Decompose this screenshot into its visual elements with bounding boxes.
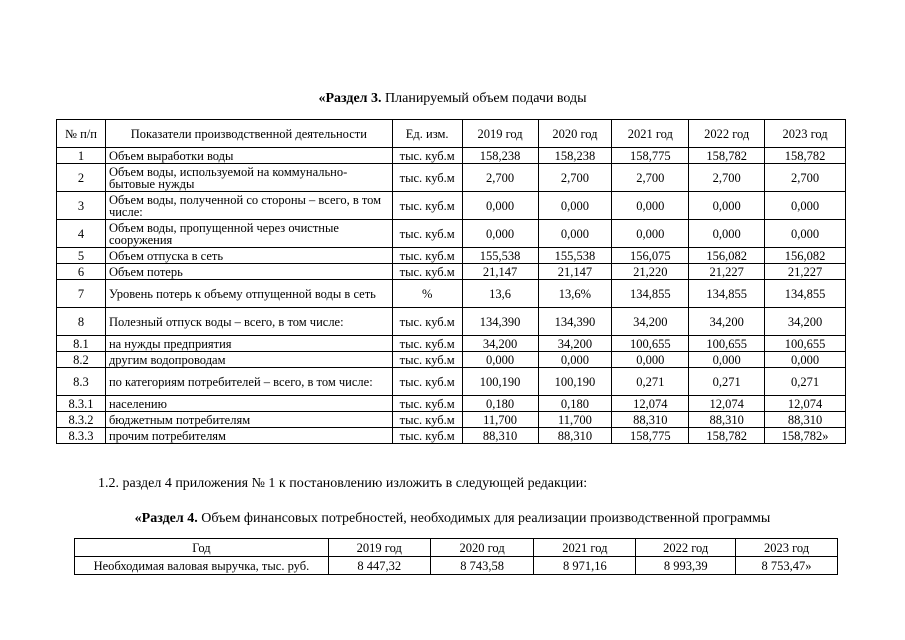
- table-row: [57, 412, 846, 428]
- value-cell: 0,000: [538, 352, 612, 368]
- value-cell: 0,000: [612, 352, 689, 368]
- value-cell: 0,000: [462, 220, 538, 248]
- value-cell: 34,200: [765, 308, 846, 336]
- table-row: [57, 220, 846, 248]
- column-header: 2019 год: [328, 539, 430, 557]
- row-number: 7: [57, 280, 106, 308]
- paragraph-1-2: 1.2. раздел 4 приложения № 1 к постановлению изложить в следующей редакции:: [98, 476, 588, 491]
- table-row: [57, 396, 846, 412]
- unit-cell: тыс. куб.м: [392, 412, 462, 428]
- value-cell: 88,310: [689, 412, 765, 428]
- indicator-name: Объем воды, используемой на коммунально-бытовые нужды: [105, 164, 392, 192]
- column-header: 2020 год: [538, 120, 612, 148]
- value-cell: 155,538: [538, 248, 612, 264]
- value-cell: 0,000: [765, 220, 846, 248]
- value-cell: 0,271: [689, 368, 765, 396]
- row-number: 4: [57, 220, 106, 248]
- value-cell: 11,700: [538, 412, 612, 428]
- section4-title-label: «Раздел 4.: [134, 511, 198, 526]
- column-header: Показатели производственной деятельности: [105, 120, 392, 148]
- value-cell: 100,190: [538, 368, 612, 396]
- value-cell: 158,782: [765, 148, 846, 164]
- column-header: 2022 год: [689, 120, 765, 148]
- value-cell: 158,775: [612, 428, 689, 444]
- value-cell: 21,220: [612, 264, 689, 280]
- row-number: 8.3.2: [57, 412, 106, 428]
- value-cell: 12,074: [765, 396, 846, 412]
- value-cell: 158,238: [462, 148, 538, 164]
- value-cell: 12,074: [612, 396, 689, 412]
- value-cell: 8 993,39: [636, 557, 736, 575]
- table-row: [57, 148, 846, 164]
- column-header: Ед. изм.: [392, 120, 462, 148]
- value-cell: 8 743,58: [430, 557, 534, 575]
- indicator-name: бюджетным потребителям: [105, 412, 392, 428]
- value-cell: 0,000: [689, 220, 765, 248]
- value-cell: 158,238: [538, 148, 612, 164]
- indicator-name: Объем воды, полученной со стороны – всего, в том числе:: [105, 192, 392, 220]
- value-cell: 88,310: [612, 412, 689, 428]
- value-cell: 21,147: [538, 264, 612, 280]
- value-cell: 2,700: [462, 164, 538, 192]
- unit-cell: тыс. куб.м: [392, 352, 462, 368]
- section3-title: [0, 91, 905, 107]
- value-cell: 2,700: [689, 164, 765, 192]
- table-row: [57, 264, 846, 280]
- value-cell: 0,000: [765, 192, 846, 220]
- value-cell: 0,000: [689, 192, 765, 220]
- value-cell: 100,655: [612, 336, 689, 352]
- row-number: 8.1: [57, 336, 106, 352]
- column-header: 2022 год: [636, 539, 736, 557]
- column-header: 2023 год: [765, 120, 846, 148]
- value-cell: 2,700: [765, 164, 846, 192]
- value-cell: 0,000: [765, 352, 846, 368]
- value-cell: 0,180: [462, 396, 538, 412]
- indicator-name: Объем потерь: [105, 264, 392, 280]
- indicator-name: Необходимая валовая выручка, тыс. руб.: [75, 557, 329, 575]
- unit-cell: тыс. куб.м: [392, 192, 462, 220]
- value-cell: 0,000: [462, 192, 538, 220]
- indicator-name: Полезный отпуск воды – всего, в том числе:: [105, 308, 392, 336]
- value-cell: 8 753,47»: [736, 557, 838, 575]
- value-cell: 155,538: [462, 248, 538, 264]
- section3-title-label: «Раздел 3.: [318, 91, 382, 106]
- row-number: 8.3.3: [57, 428, 106, 444]
- table-row: [57, 368, 846, 396]
- value-cell: 134,390: [538, 308, 612, 336]
- unit-cell: %: [392, 280, 462, 308]
- value-cell: 0,000: [689, 352, 765, 368]
- value-cell: 8 447,32: [328, 557, 430, 575]
- row-number: 3: [57, 192, 106, 220]
- value-cell: 134,390: [462, 308, 538, 336]
- row-number: 6: [57, 264, 106, 280]
- value-cell: 158,782»: [765, 428, 846, 444]
- column-header: 2021 год: [612, 120, 689, 148]
- value-cell: 0,000: [612, 192, 689, 220]
- value-cell: 156,082: [765, 248, 846, 264]
- unit-cell: тыс. куб.м: [392, 368, 462, 396]
- value-cell: 12,074: [689, 396, 765, 412]
- value-cell: 0,000: [538, 220, 612, 248]
- value-cell: 0,271: [765, 368, 846, 396]
- unit-cell: тыс. куб.м: [392, 248, 462, 264]
- unit-cell: тыс. куб.м: [392, 336, 462, 352]
- table-row: [75, 557, 838, 575]
- value-cell: 11,700: [462, 412, 538, 428]
- indicator-name: другим водопроводам: [105, 352, 392, 368]
- value-cell: 2,700: [612, 164, 689, 192]
- value-cell: 88,310: [462, 428, 538, 444]
- table-header-row: [57, 120, 846, 148]
- indicator-name: на нужды предприятия: [105, 336, 392, 352]
- value-cell: 0,000: [538, 192, 612, 220]
- value-cell: 100,655: [689, 336, 765, 352]
- value-cell: 21,147: [462, 264, 538, 280]
- section3-title-text: Планируемый объем подачи воды: [381, 91, 587, 106]
- row-number: 5: [57, 248, 106, 264]
- value-cell: 100,190: [462, 368, 538, 396]
- table-row: [57, 428, 846, 444]
- value-cell: 156,075: [612, 248, 689, 264]
- row-number: 1: [57, 148, 106, 164]
- column-header: 2023 год: [736, 539, 838, 557]
- unit-cell: тыс. куб.м: [392, 220, 462, 248]
- financial-needs-table: [74, 538, 838, 575]
- indicator-name: Уровень потерь к объему отпущенной воды в сеть: [105, 280, 392, 308]
- unit-cell: тыс. куб.м: [392, 396, 462, 412]
- column-header: 2020 год: [430, 539, 534, 557]
- unit-cell: тыс. куб.м: [392, 148, 462, 164]
- column-header: Год: [75, 539, 329, 557]
- value-cell: 8 971,16: [534, 557, 636, 575]
- table-row: [57, 280, 846, 308]
- indicator-name: Объем отпуска в сеть: [105, 248, 392, 264]
- value-cell: 100,655: [765, 336, 846, 352]
- unit-cell: тыс. куб.м: [392, 428, 462, 444]
- value-cell: 156,082: [689, 248, 765, 264]
- indicator-name: по категориям потребителей – всего, в том числе:: [105, 368, 392, 396]
- value-cell: 34,200: [612, 308, 689, 336]
- table-row: [57, 192, 846, 220]
- value-cell: 34,200: [689, 308, 765, 336]
- value-cell: 0,000: [462, 352, 538, 368]
- value-cell: 134,855: [612, 280, 689, 308]
- water-supply-table: [56, 119, 846, 444]
- value-cell: 88,310: [765, 412, 846, 428]
- unit-cell: тыс. куб.м: [392, 164, 462, 192]
- row-number: 2: [57, 164, 106, 192]
- value-cell: 21,227: [765, 264, 846, 280]
- value-cell: 13,6: [462, 280, 538, 308]
- table-row: [57, 248, 846, 264]
- table-header-row: [75, 539, 838, 557]
- value-cell: 88,310: [538, 428, 612, 444]
- section4-title-text: Объем финансовых потребностей, необходимых для реализации производственной программы: [197, 511, 771, 526]
- column-header: 2021 год: [534, 539, 636, 557]
- value-cell: 34,200: [462, 336, 538, 352]
- value-cell: 13,6%: [538, 280, 612, 308]
- value-cell: 21,227: [689, 264, 765, 280]
- row-number: 8.2: [57, 352, 106, 368]
- table-row: [57, 308, 846, 336]
- row-number: 8.3: [57, 368, 106, 396]
- indicator-name: прочим потребителям: [105, 428, 392, 444]
- value-cell: 158,775: [612, 148, 689, 164]
- unit-cell: тыс. куб.м: [392, 264, 462, 280]
- column-header: № п/п: [57, 120, 106, 148]
- value-cell: 0,000: [612, 220, 689, 248]
- table-row: [57, 336, 846, 352]
- section4-title: [0, 511, 905, 527]
- value-cell: 0,180: [538, 396, 612, 412]
- value-cell: 2,700: [538, 164, 612, 192]
- column-header: 2019 год: [462, 120, 538, 148]
- indicator-name: Объем выработки воды: [105, 148, 392, 164]
- row-number: 8: [57, 308, 106, 336]
- indicator-name: населению: [105, 396, 392, 412]
- row-number: 8.3.1: [57, 396, 106, 412]
- value-cell: 134,855: [689, 280, 765, 308]
- table-row: [57, 352, 846, 368]
- unit-cell: тыс. куб.м: [392, 308, 462, 336]
- table-row: [57, 164, 846, 192]
- value-cell: 34,200: [538, 336, 612, 352]
- value-cell: 134,855: [765, 280, 846, 308]
- indicator-name: Объем воды, пропущенной через очистные сооружения: [105, 220, 392, 248]
- value-cell: 158,782: [689, 428, 765, 444]
- value-cell: 0,271: [612, 368, 689, 396]
- value-cell: 158,782: [689, 148, 765, 164]
